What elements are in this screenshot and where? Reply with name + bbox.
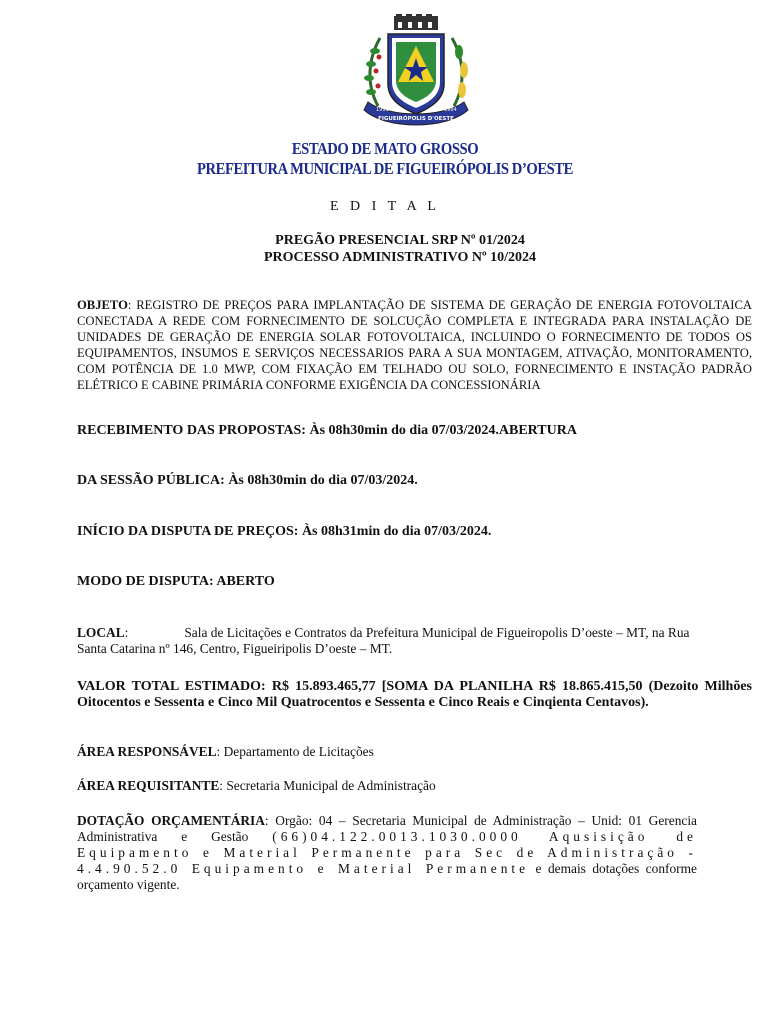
dotacao-text-1: : Orgão: 04 – Secretaria Municipal de Administração – Unid: 01 Gerencia Administrativa e Gestão [77,813,697,844]
area-requisitante-label: ÁREA REQUISITANTE [77,778,220,793]
objeto-paragraph [77,297,752,393]
dotacao-text-2: (66)04.122.0013.1030.0000 Aqusisição de Equipamento e Material Permanente para Sec de Administração - 4.4.90.52.0 Equipamento e Material Permanente [77,829,697,876]
inicio-disputa-line: INÍCIO DA DISPUTA DE PREÇOS: Às 08h31min do dia 07/03/2024. [77,524,492,539]
crest-year-left: 1991 [376,107,389,113]
dotacao-label: DOTAÇÃO ORÇAMENTÁRIA [77,813,265,828]
dotacao-paragraph [77,813,697,893]
area-requisitante-text: : Secretaria Municipal de Administração [219,778,436,793]
local-paragraph: LOCAL: Sala de Licitações e Contratos da Prefeitura Municipal de Figueiropolis D’oeste – MT, na Rua Santa Catarina nº 146, Centro, Figueiripolis D’oeste – MT. [77,625,690,656]
pregao-number: PREGÃO PRESENCIAL SRP Nº 01/2024 [275,233,525,248]
area-responsavel-label: ÁREA RESPONSÁVEL [77,744,217,759]
document-title: E D I T A L [330,199,440,214]
area-requisitante-line [77,778,752,794]
recebimento-line: RECEBIMENTO DAS PROPOSTAS: Às 08h30min do dia 07/03/2024.ABERTURA [77,423,577,438]
prefeitura-title: PREFEITURA MUNICIPAL DE FIGUEIRÓPOLIS D’OESTE [196,159,573,178]
sessao-line [77,473,752,489]
dotacao-text-3: e demais dotações conforme orçamento vigente. [77,861,697,892]
area-responsavel-text: : Departamento de Licitações [216,744,374,759]
local-label: LOCAL [77,625,125,640]
crest-year-right: 1984 [444,107,457,113]
sessao-text: : Às 08h30min do dia 07/03/2024. [220,473,418,488]
objeto-text: : REGISTRO DE PREÇOS PARA IMPLANTAÇÃO DE SISTEMA DE GERAÇÃO DE ENERGIA FOTOVOLTAICA CONECTADA A REDE COM FORNECIMENTO DE SOLCUÇÃO COMPLETA E INTEGRADA PARA INSTALAÇÃO DE UNIDADES DE GERAÇÃO DE ENERGIA SOLAR FOTOVOLTAICA, INCLUINDO O FORNECIMENTO DE TODOS OS EQUIPAMENTOS, INSUMOS E SERVIÇOS NECESSARIOS PARA A SUA MONTAGEM, ATIVAÇÃO, MONITORAMENTO, COM POTÊNCIA DE 1.0 MWP, COM FIXAÇÃO EM TELHADO OU SOLO, FORNECIMENTO E INSTAÇÃO PADRÃO ELÉTRICO E CABINE PRIMÁRIA CONFORME EXIGÊNCIA DA CONCESSIONÁRIA [77,298,752,392]
processo-number: PROCESSO ADMINISTRATIVO Nº 10/2024 [263,250,537,265]
sessao-label: DA SESSÃO PÚBLICA [77,473,221,488]
municipal-crest-logo [356,14,476,132]
crest-ribbon-text: FIGUEIRÓPOLIS D'OESTE [378,116,454,122]
valor-estimado-paragraph: VALOR TOTAL ESTIMADO: R$ 15.893.465,77 [SOMA DA PLANILHA R$ 18.865.415,50 (Dezoito Milhões Oitocentos e Sessenta e Cinco Mil Quatrocentos e Sessenta e Cinco Reais e Cinqienta Centavos). [77,679,752,710]
state-title: ESTADO DE MATO GROSSO [291,139,479,158]
area-responsavel-line [77,744,752,760]
modo-disputa-line: MODO DE DISPUTA: ABERTO [77,574,275,589]
objeto-label: OBJETO [77,298,128,312]
local-text: Sala de Licitações e Contratos da Prefeitura Municipal de Figueiropolis D’oeste – MT, na Rua Santa Catarina nº 146, Centro, Figueiripolis D’oeste – MT. [77,625,690,656]
